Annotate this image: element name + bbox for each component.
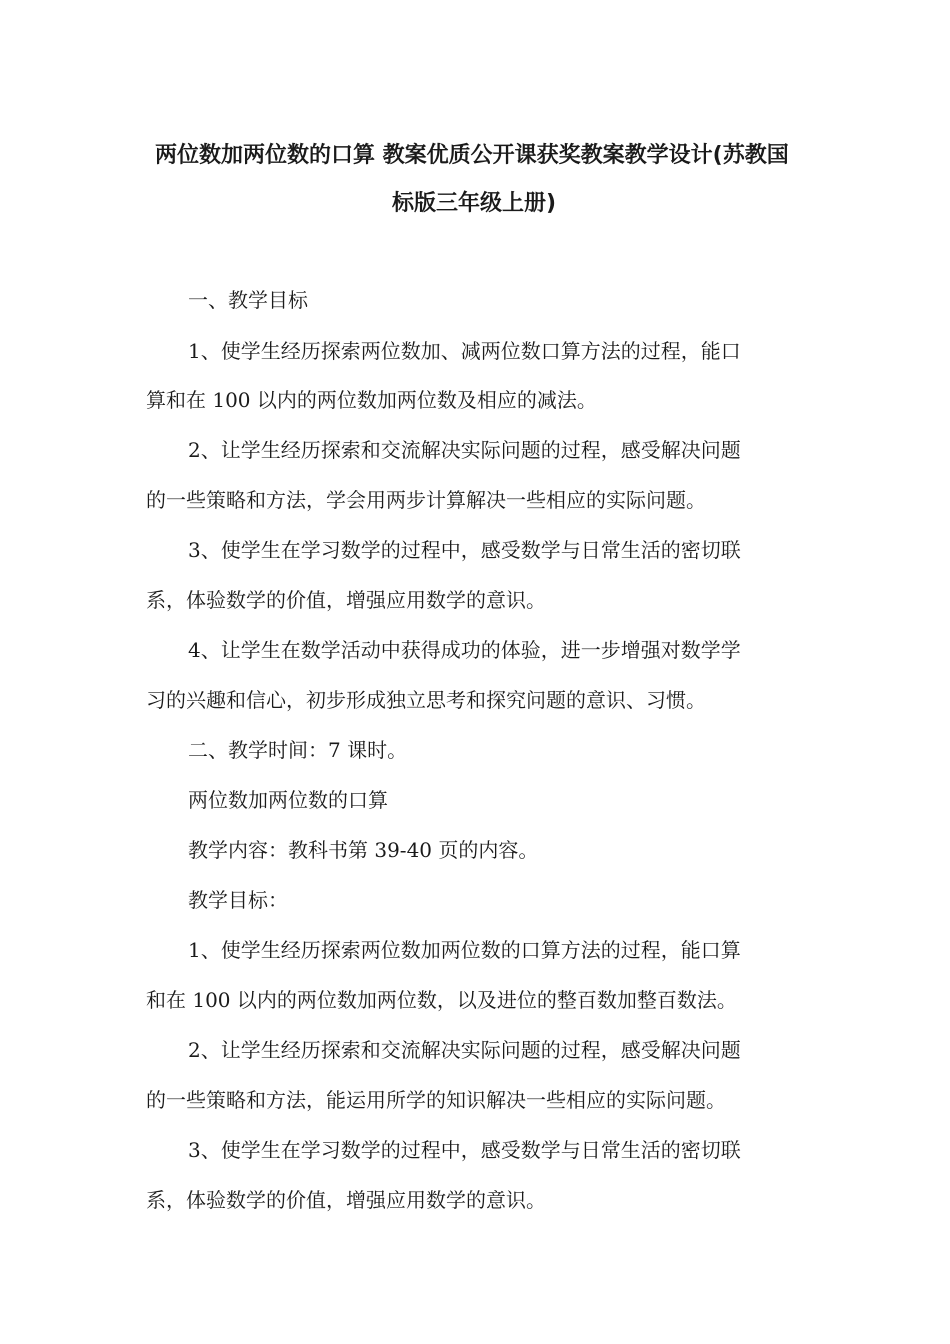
paragraph-line: 系，体验数学的价值，增强应用数学的意识。 [146, 588, 546, 612]
paragraph-line: 系，体验数学的价值，增强应用数学的意识。 [146, 1188, 546, 1212]
paragraph-line: 2、让学生经历探索和交流解决实际问题的过程，感受解决问题 [188, 1038, 741, 1062]
paragraph-line: 3、使学生在学习数学的过程中，感受数学与日常生活的密切联 [188, 1138, 741, 1162]
paragraph-line: 的一些策略和方法，能运用所学的知识解决一些相应的实际问题。 [146, 1088, 726, 1112]
paragraph-line: 4、让学生在数学活动中获得成功的体验，进一步增强对数学学 [188, 638, 741, 662]
lesson-title: 两位数加两位数的口算 [188, 788, 388, 812]
paragraph-line: 的一些策略和方法，学会用两步计算解决一些相应的实际问题。 [146, 488, 706, 512]
document-title-line-1: 两位数加两位数的口算 教案优质公开课获奖教案教学设计(苏教国 [155, 143, 789, 168]
section-heading-teaching-goals: 一、教学目标 [188, 288, 308, 312]
paragraph-line: 3、使学生在学习数学的过程中，感受数学与日常生活的密切联 [188, 538, 741, 562]
teaching-goals-label: 教学目标： [188, 888, 288, 912]
paragraph-line: 算和在 100 以内的两位数加两位数及相应的减法。 [146, 388, 597, 412]
document-title-line-2: 标版三年级上册) [392, 191, 557, 216]
paragraph-line: 1、使学生经历探索两位数加两位数的口算方法的过程，能口算 [188, 938, 741, 962]
section-heading-teaching-time: 二、教学时间：7 课时。 [188, 738, 408, 762]
paragraph-line: 和在 100 以内的两位数加两位数，以及进位的整百数加整百数法。 [146, 988, 737, 1012]
paragraph-line: 习的兴趣和信心，初步形成独立思考和探究问题的意识、习惯。 [146, 688, 706, 712]
teaching-content-line: 教学内容：教科书第 39-40 页的内容。 [188, 838, 539, 862]
paragraph-line: 1、使学生经历探索两位数加、减两位数口算方法的过程，能口 [188, 339, 741, 363]
paragraph-line: 2、让学生经历探索和交流解决实际问题的过程，感受解决问题 [188, 438, 741, 462]
